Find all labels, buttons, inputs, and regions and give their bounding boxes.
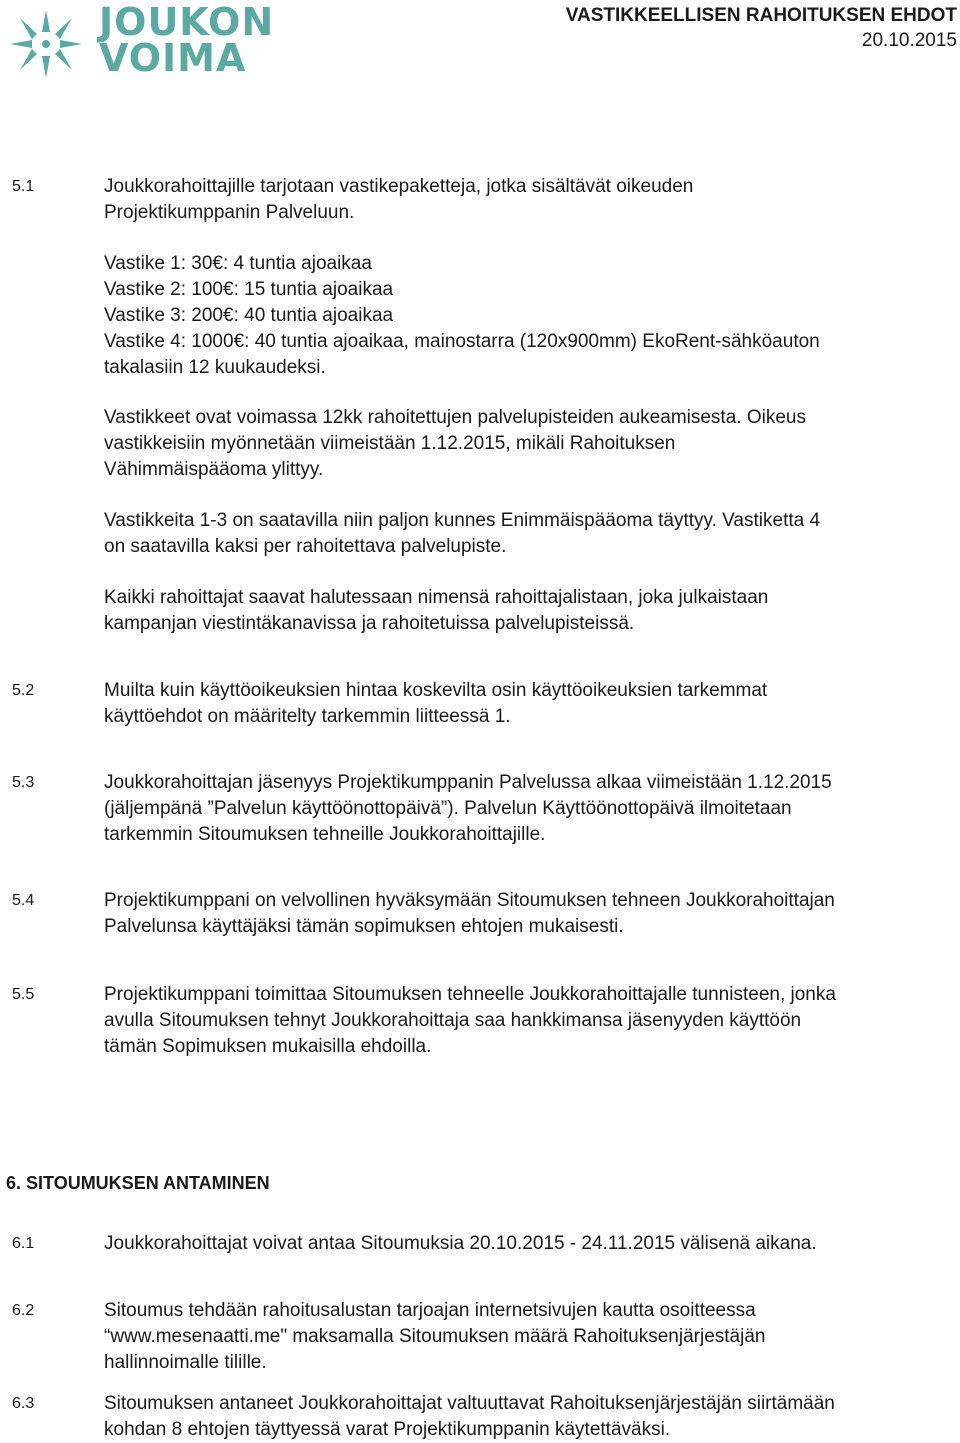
logo bbox=[6, 0, 275, 80]
text-line: Joukkorahoittajille tarjotaan vastikepaketteja, jotka sisältävät oikeuden bbox=[104, 176, 694, 197]
text-line: Vastike 1: 30€: 4 tuntia ajoaikaa bbox=[104, 253, 372, 274]
clause-number: 5.5 bbox=[12, 986, 35, 1003]
text-line: tämän Sopimuksen mukaisilla ehdoilla. bbox=[104, 1036, 432, 1057]
text-line: Projektikumppanin Palveluun. bbox=[104, 202, 355, 223]
text-line: kohdan 8 ehtojen täyttyessä varat Projektikumppanin käytettäväksi. bbox=[104, 1419, 671, 1440]
clause-number: 6.1 bbox=[12, 1235, 35, 1252]
clause-number: 5.1 bbox=[12, 178, 35, 195]
paragraph bbox=[104, 174, 954, 226]
text-line: Sitoumuksen antaneet Joukkorahoittajat valtuuttavat Rahoituksenjärjestäjän siirtämään bbox=[104, 1393, 835, 1414]
text-line: Joukkorahoittajat voivat antaa Sitoumuksia 20.10.2015 - 24.11.2015 välisenä aikana. bbox=[104, 1233, 817, 1254]
text-line: Vastike 4: 1000€: 40 tuntia ajoaikaa, mainostarra (120x900mm) EkoRent-sähköauton bbox=[104, 331, 820, 352]
text-line: on saatavilla kaksi per rahoitettava palvelupiste. bbox=[104, 536, 507, 557]
star-burst-logo-icon bbox=[6, 6, 86, 82]
clause-body bbox=[104, 982, 954, 1060]
clause-body bbox=[104, 678, 954, 730]
clause-number: 5.2 bbox=[12, 682, 35, 699]
clause-body bbox=[104, 770, 954, 848]
text-line: hallinnoimalle tilille. bbox=[104, 1352, 267, 1373]
clause-number: 5.3 bbox=[12, 774, 35, 791]
logo-line2: VOIMA bbox=[99, 36, 247, 80]
text-line: Vähimmäispääoma ylittyy. bbox=[104, 459, 324, 480]
section-heading: 6. SITOUMUKSEN ANTAMINEN bbox=[6, 1173, 270, 1193]
clause-body bbox=[104, 888, 954, 940]
clause-number: 5.4 bbox=[12, 892, 35, 909]
text-line: kampanjan viestintäkanavissa ja rahoitetuissa palvelupisteissä. bbox=[104, 613, 635, 634]
text-line: Kaikki rahoittajat saavat halutessaan nimensä rahoittajalistaan, joka julkaistaan bbox=[104, 587, 769, 608]
text-line: Vastike 3: 200€: 40 tuntia ajoaikaa bbox=[104, 305, 394, 326]
text-line: Muilta kuin käyttöoikeuksien hintaa koskevilta osin käyttöoikeuksien tarkemmat bbox=[104, 680, 768, 701]
text-line: Palvelunsa käyttäjäksi tämän sopimuksen ehtojen mukaisesti. bbox=[104, 916, 624, 937]
text-line: Vastikkeet ovat voimassa 12kk rahoitettujen palvelupisteiden aukeamisesta. Oikeus bbox=[104, 407, 806, 428]
paragraph bbox=[104, 405, 954, 483]
text-line: Projektikumppani toimittaa Sitoumuksen tehneelle Joukkorahoittajalle tunnisteen, jonka bbox=[104, 984, 836, 1005]
clause-body bbox=[104, 1231, 954, 1257]
text-line: käyttöehdot on määritelty tarkemmin liitteessä 1. bbox=[104, 706, 511, 727]
text-line: (jäljempänä ”Palvelun käyttöönottopäivä”). Palvelun Käyttöönottopäivä ilmoitetaan bbox=[104, 798, 792, 819]
document-title: VASTIKKEELLISEN RAHOITUKSEN EHDOT bbox=[565, 5, 957, 26]
text-line: “www.mesenaatti.me" maksamalla Sitoumuksen määrä Rahoituksenjärjestäjän bbox=[104, 1326, 766, 1347]
text-line: Projektikumppani on velvollinen hyväksymään Sitoumuksen tehneen Joukkorahoittajan bbox=[104, 890, 835, 911]
clause-body bbox=[104, 1298, 954, 1376]
clause-body bbox=[104, 1391, 954, 1443]
clause-body bbox=[104, 174, 954, 226]
text-line: Joukkorahoittajan jäsenyys Projektikumppanin Palvelussa alkaa viimeistään 1.12.2015 bbox=[104, 772, 832, 793]
text-line: Sitoumus tehdään rahoitusalustan tarjoajan internetsivujen kautta osoitteessa bbox=[104, 1300, 756, 1321]
text-line: takalasiin 12 kuukaudeksi. bbox=[104, 357, 326, 378]
text-line: Vastikkeita 1-3 on saatavilla niin paljon kunnes Enimmäispääoma täyttyy. Vastiketta 4 bbox=[104, 510, 821, 531]
paragraph bbox=[104, 508, 954, 560]
document-date: 20.10.2015 bbox=[861, 30, 957, 51]
text-line: avulla Sitoumuksen tehnyt Joukkorahoittaja saa hankkimansa jäsenyyden käyttöön bbox=[104, 1010, 802, 1031]
text-line: vastikkeisiin myönnetään viimeistään 1.12.2015, mikäli Rahoituksen bbox=[104, 433, 676, 454]
document-header bbox=[566, 4, 957, 54]
logo-line1: JOUKON bbox=[99, 0, 275, 44]
paragraph bbox=[104, 251, 954, 381]
paragraph bbox=[104, 585, 954, 637]
clause-number: 6.3 bbox=[12, 1395, 35, 1412]
clause-number: 6.2 bbox=[12, 1302, 35, 1319]
logo-wordmark bbox=[99, 0, 275, 80]
text-line: tarkemmin Sitoumuksen tehneille Joukkorahoittajille. bbox=[104, 824, 546, 845]
text-line: Vastike 2: 100€: 15 tuntia ajoaikaa bbox=[104, 279, 394, 300]
